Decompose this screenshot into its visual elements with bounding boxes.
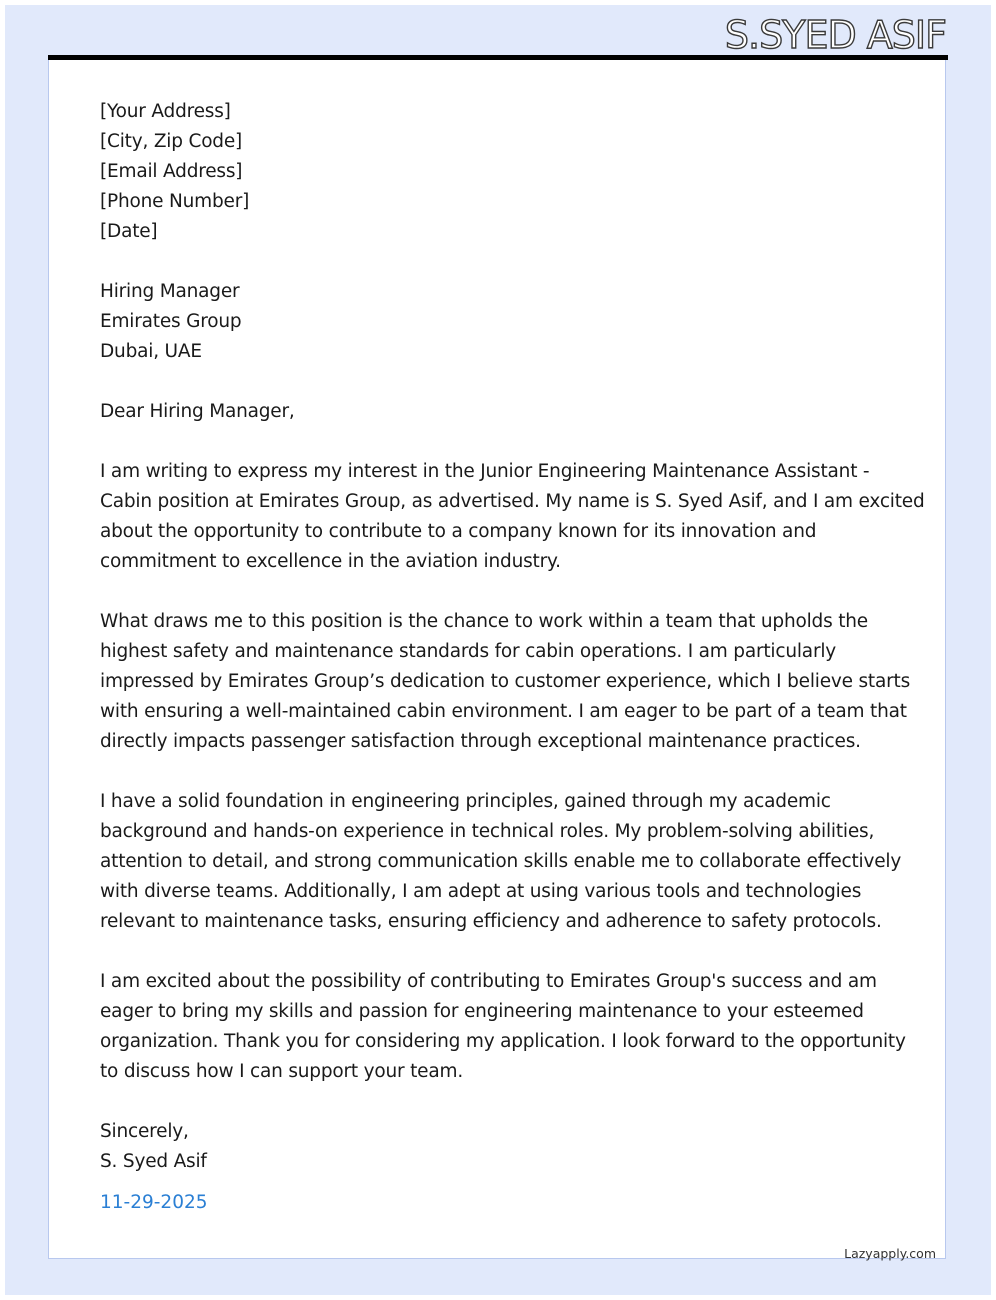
paragraph-line: organization. Thank you for considering my application. I look forward to the opportunity: [100, 1031, 906, 1052]
sender-email: [Email Address]: [100, 161, 243, 182]
sender-date: [Date]: [100, 221, 158, 242]
paragraph-line: I am excited about the possibility of contributing to Emirates Group's success and am: [100, 971, 877, 992]
date-stamp: 11-29-2025: [100, 1192, 208, 1213]
paragraph-line: background and hands-on experience in technical roles. My problem-solving abilities,: [100, 821, 875, 842]
recipient-block: [100, 277, 895, 367]
recipient-location: Dubai, UAE: [100, 341, 202, 362]
paragraph-line: highest safety and maintenance standards for cabin operations. I am particularly: [100, 641, 837, 662]
sender-address: [Your Address]: [100, 101, 231, 122]
paragraph-line: commitment to excellence in the aviation industry.: [100, 551, 561, 572]
paragraph-3: [100, 787, 902, 937]
paragraph-line: attention to detail, and strong communication skills enable me to collaborate effectively: [100, 851, 902, 872]
recipient-title: Hiring Manager: [100, 281, 240, 302]
sender-phone: [Phone Number]: [100, 191, 250, 212]
signature: S. Syed Asif: [100, 1151, 207, 1172]
paragraph-line: to discuss how I can support your team.: [100, 1061, 463, 1082]
sender-city-zip: [City, Zip Code]: [100, 131, 243, 152]
paragraph-line: eager to bring my skills and passion for engineering maintenance to your esteemed: [100, 1001, 864, 1022]
applicant-name-heading: S.SYED ASIF: [724, 13, 946, 57]
closing: Sincerely,: [100, 1121, 189, 1142]
paragraph-line: with diverse teams. Additionally, I am adept at using various tools and technologies: [100, 881, 862, 902]
footer-brand-link[interactable]: Lazyapply.com: [844, 1246, 936, 1261]
paragraph-line: What draws me to this position is the chance to work within a team that upholds the: [100, 611, 868, 632]
paragraph-line: about the opportunity to contribute to a company known for its innovation and: [100, 521, 817, 542]
paragraph-line: directly impacts passenger satisfaction through exceptional maintenance practices.: [100, 731, 861, 752]
paragraph-line: Cabin position at Emirates Group, as advertised. My name is S. Syed Asif, and I am excited: [100, 491, 925, 512]
paragraph-4: [100, 967, 906, 1087]
salutation: Dear Hiring Manager,: [100, 401, 295, 422]
sender-block: [100, 97, 895, 247]
paragraph-2: [100, 607, 911, 757]
paragraph-line: impressed by Emirates Group’s dedication to customer experience, which I believe starts: [100, 671, 911, 692]
paragraph-line: relevant to maintenance tasks, ensuring efficiency and adherence to safety protocols.: [100, 911, 882, 932]
cover-letter-body: [100, 97, 925, 1177]
recipient-company: Emirates Group: [100, 311, 242, 332]
paragraph-1: [100, 457, 925, 577]
paragraph-line: I have a solid foundation in engineering principles, gained through my academic: [100, 791, 831, 812]
paragraph-line: I am writing to express my interest in the Junior Engineering Maintenance Assistant -: [100, 461, 870, 482]
paragraph-line: with ensuring a well-maintained cabin environment. I am eager to be part of a team that: [100, 701, 907, 722]
